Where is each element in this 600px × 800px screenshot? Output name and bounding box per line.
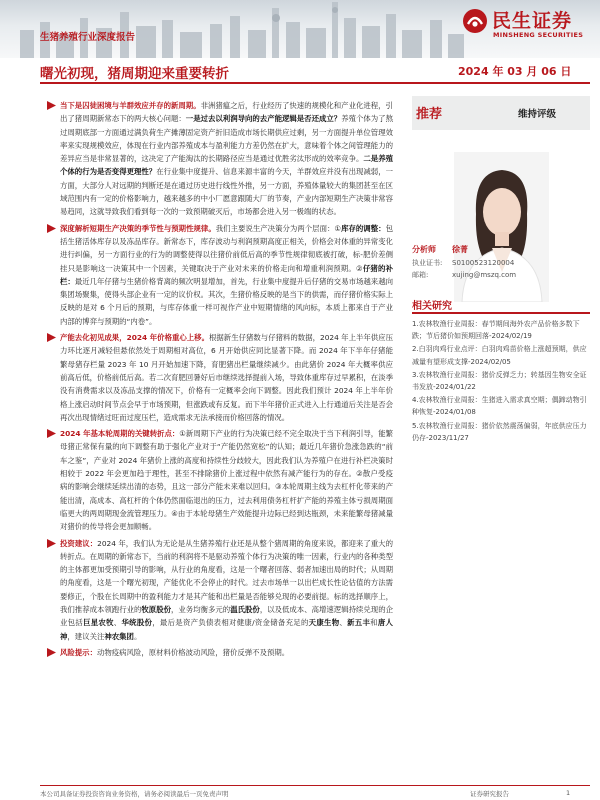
p5-text-o: ，建议关注 (67, 631, 105, 641)
analyst-label: 分析师 (412, 245, 436, 254)
company-logo (462, 6, 592, 42)
p1-text-e: 在行业集中度提升、信息来源丰富的今天，羊群效应并没有出现减弱，一方面，大部分人对远期的判断还是在通过历史进行线性外推，另一方面，养殖体量较大的集团甚至在区域范围内有一定的价格影响力，越来越多的中小厂愿意跟随大厂的节奏，产业内部短期生产决策非常容易趋同，这就导致我们看到每一次的一致预期破灭后，市场都会进入另一极端的状态。 (60, 167, 393, 217)
stock-huatong: 华统股份 (121, 618, 153, 628)
p2-bold-d: 仔猪的补栏： (60, 263, 393, 286)
stock-tiankang: 天康生物 (308, 618, 340, 628)
arrow-bullet-icon (47, 539, 56, 548)
stock-tangrenshen: 唐人神 (60, 618, 393, 641)
p2-text-c: 包括生猪活体库存以及冻品库存。新常态下，库存波动与利润预期高度正相关，价格会对体重的异常变化进行纠偏，另一方面行业的行为的调整使得以往猪价前低后高的季节性规律彻底被打破，标-肥价差侧挂只是影响这一决策其中一个因素，关键取决于产业对未来的价格走向和增重利润预期。② (60, 223, 393, 273)
analyst-name: 徐菁 (452, 245, 468, 254)
analyst-row (412, 244, 468, 255)
cert-value: S0100523120004 (452, 259, 515, 267)
stock-wens: 温氏股份 (230, 604, 260, 614)
p5-sep-m: 和 (370, 618, 378, 628)
paragraph-6 (60, 646, 393, 659)
footer-label: 证券研究报告 (470, 790, 509, 798)
logo-text-cn: 民生证券 (492, 10, 573, 32)
page-number: 1 (566, 789, 571, 797)
email-row (412, 270, 516, 280)
main-body (60, 99, 393, 662)
p5-text-a: 2024 年，我们认为无论是从生猪养殖行业还是从整个猪周期的角度来说，都迎来了重大的转折点。在周期的新常态下，当前的利润将不是驱动养殖个体行为决策的唯一因素，行业内的各种类型的主体都更加受预期引导的影响，从行业的角度看，这是一个曙者回落、弱者加速出局的时代；从周期的角度看，这是一个曙光初现，产能优化不会停止的时代。过去市场单一以出栏成长性论估值的方法需要修正，个股在长周期中的盈利能力才是其产能和出栏量是否能够兑现的必要前提。标的选择顺序上，我们推荐成本领跑行业的 (60, 538, 393, 614)
related-item[interactable]: 4.农林牧渔行业周报：生猪进入需求真空期；偶蹄动物引种恢复-2024/01/08 (412, 396, 587, 417)
arrow-bullet-icon (47, 333, 56, 342)
rating-bar (412, 96, 590, 130)
p1-bold-b: 一是过去以利润导向的去产能逻辑是否还成立？ (185, 114, 342, 124)
related-research-title: 相关研究 (412, 301, 452, 312)
p6-lead: 风险提示： (60, 647, 97, 657)
arrow-bullet-icon (47, 648, 56, 657)
report-title: 曙光初现，猪周期迎来重要转折 (40, 66, 229, 82)
stock-muyuan: 牧原股份 (141, 604, 171, 614)
footer-disclaimer: 本公司具备证券投资咨询业务资格，请务必阅读最后一页免责声明 (40, 790, 229, 798)
recommend-label: 推荐 (416, 107, 443, 122)
footer-divider (40, 785, 590, 786)
p1-lead: 当下是囚徒困境与羊群效应并存的新周期。 (60, 101, 201, 110)
p5-lead: 投资建议： (60, 538, 98, 548)
stock-xinwufeng: 新五丰 (347, 618, 371, 628)
related-research-list (412, 318, 590, 445)
arrow-bullet-icon (47, 224, 56, 233)
paragraph-3 (60, 331, 393, 424)
email-value[interactable]: xujing@mszq.com (452, 271, 517, 279)
p5-text-e: ，以及低成本、高增速逻辑持续兑现的企业包括 (60, 604, 393, 628)
p5-sep-g: 、 (113, 618, 122, 628)
p2-text-e: 最近几年仔猪与生猪价格背离的频次明显增加，首先，行业集中度提升后仔猪的交易市场越来越向集团场聚集，使得头部企业有一定的议价权。其次，生猪价格反映的是当下的供需，而仔猪价格实际上反映的是对 6 个月后的预期，与库存体重一样可视作产业中短期情绪的风向标，本质上都来自于产业内部的博弈与预期的“内卷”。 (60, 276, 393, 326)
p2-lead: 深度解析短期生产决策的季节性与预期性规律。 (60, 223, 216, 233)
cert-row (412, 258, 514, 268)
p1-text-c: 养殖个体为了熬过周期底部一方面通过满负荷生产摊薄固定资产折旧造成市场长期供应过剩，另一方面提升单位管理效率来实现规模效应，体现在行业内部养殖成本与盈利能力方差仍然在扩大，意味着个体之间管理能力的差异应当是非常显著的，这决定了产能淘汰的长期路径应当是通过优胜劣汰形成的效率竞争。 (60, 114, 393, 164)
report-type-label: 生猪养殖行业深度报告 (40, 32, 136, 43)
p1-text-a: 非洲猪瘟之后，行业经历了快速的规模化和产业化进程，引出了猪周期新常态下的两大核心问题： (60, 101, 393, 124)
p3-text-a: 根据新生仔猪数与仔猪料的数据，2024 年上半年供应压力环比逐月减轻但悬依然处于周期相对高位，6 月开始供应同比显著下降。而 2024 年下半年仔猪能繁母猪存栏量 2023 年 10 月开始加速下降，育肥猪出栏量继续减少。由此猪价 2024 年大概率供应前高后低，价格前低后高。若二次育肥回暑好后市继续选择提前入场，导致体重库存过早累积，在淡季没有消费需求以及冻品支撑的情况下，价格有一定概率会向下调整。因此我们预计 2024 年上半年价格上涨启动时间节点会早于市场预期，但涨跌或有反复。而下半年猪价正式进入上行通道后关注是否会再次出现情绪过旺而过度压栏，造成需求无法承接而价格回落的情况。 (60, 333, 393, 422)
title-divider (40, 82, 590, 84)
rating-label: 维持评级 (518, 109, 557, 120)
p4-text-a: ①新周期下产业的行为决策已经不完全取决于当下利润引导，能繁母猪正常保有量的向下调整有助于强化产业对于“产能仍然宽松”的认知；最近几年猪价急涨急跌的“前车之鉴”，产业对 2024 年猪价上涨的高度和持续性分歧较大，因此我们认为养殖户在进行补栏决策时相较于 2022 年会更加趋于理性，甚至不排除猪价上涨过程中依然有减产能行为的存在。②散户受疫病的影响会继续延续出清的态势，且这一部分产能未来难以回归。③本轮周期主线为去杠杆化带来的产能出清，高成本、高杠杆的个体仍然面临退出的压力，过去利用债务杠杆扩产能的养殖主体亏损周期面临更大的两周期现金流管理压力。④由于本轮母猪生产效能提升边际已经到达瓶颈，未来能繁母猪减量对猪价的传导将会更加顺畅。 (60, 429, 393, 532)
paragraph-4 (60, 427, 393, 533)
paragraph-1 (60, 99, 393, 219)
stock-juxing: 巨星农牧 (83, 618, 114, 628)
p5-text-c: ，业务均衡多元的 (171, 604, 231, 614)
related-item[interactable]: 3.农林牧渔行业周报：猪价反弹乏力；转基因生物安全证书发放-2024/01/22 (412, 370, 587, 392)
paragraph-5 (60, 537, 393, 643)
related-divider (412, 312, 590, 314)
email-label: 邮箱: (412, 271, 429, 279)
p2-text-a: 我们主要说生产决策分为两个层面：① (215, 223, 342, 233)
paragraph-2 (60, 222, 393, 328)
p2-bold-b: 库存的调整： (341, 223, 386, 233)
related-item[interactable]: 5.农林牧渔行业周报：猪价依然震荡偏弱，年底供应压力仍存-2023/11/27 (412, 421, 587, 442)
report-date: 2024 年 03 月 06 日 (458, 65, 572, 78)
header-banner (0, 0, 600, 58)
p5-sep-k: 、 (339, 618, 348, 628)
p4-lead: 2024 年基本轮周期的关键转折点： (60, 429, 180, 439)
related-item[interactable]: 2.白羽肉鸡行业点评：白羽肉鸡苗价格上涨超预期，供应减量有望形成支撑-2024/02/05 (412, 345, 587, 366)
p6-text-a: 动物疫病风险，原材料价格波动风险，猪价反弹不及预期。 (96, 647, 290, 657)
logo-text-en: MINSHENG SECURITIES (493, 31, 584, 39)
p1-bold-d: 二是养殖个体的行为是否变得更理性？ (60, 154, 393, 177)
arrow-bullet-icon (47, 101, 56, 110)
related-item[interactable]: 1.农林牧渔行业周报：春节期间海外农产品价格多数下跌；节后猪价如预期回落-2024/02/19 (412, 320, 580, 341)
p3-lead: 产能去化初见成果，2024 年价格重心上移。 (60, 333, 209, 343)
p5-end: 。 (133, 631, 142, 641)
cert-label: 执业证书: (412, 259, 443, 267)
p5-text-i: ，最后是资产负债表相对健康/资金储备充足的 (152, 618, 309, 628)
minsheng-logo-icon (462, 8, 488, 34)
stock-shennong: 神农集团 (104, 631, 134, 641)
arrow-bullet-icon (47, 429, 56, 438)
